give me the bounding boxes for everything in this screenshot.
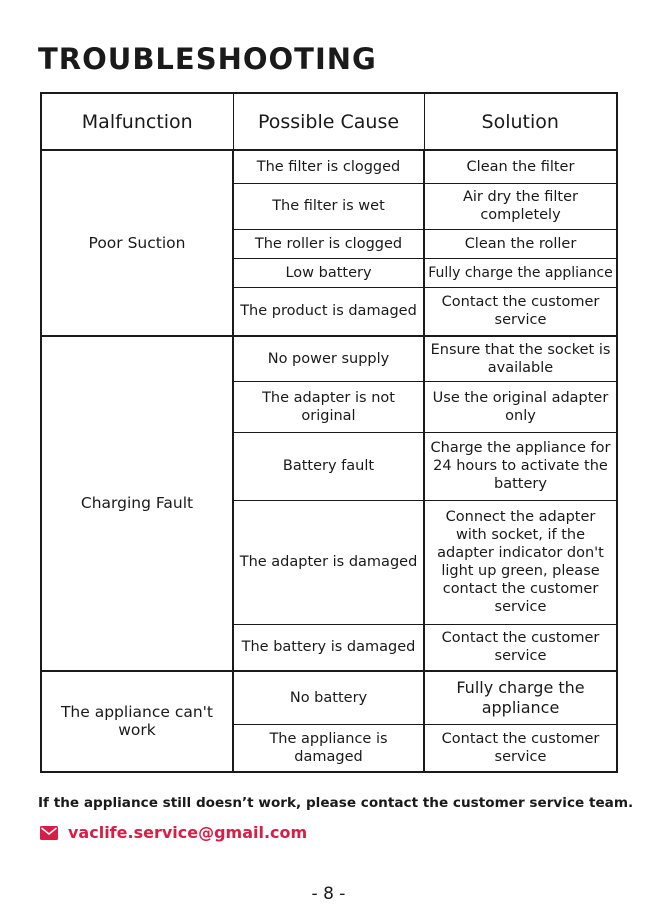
table-row <box>41 671 617 725</box>
cause-cell: The battery is damaged <box>233 624 424 670</box>
solution-cell: Fully charge the appliance <box>424 671 617 725</box>
solution-cell: Ensure that the socket is available <box>424 336 617 382</box>
page-number: - 8 - <box>311 884 346 904</box>
solution-cell: Contact the customer service <box>424 624 617 670</box>
cause-cell: The product is damaged <box>233 287 424 335</box>
cause-cell: No battery <box>233 671 424 725</box>
contact-line <box>40 823 307 842</box>
contact-email-link[interactable]: vaclife.service@gmail.com <box>68 823 308 842</box>
table-row <box>41 336 617 382</box>
header-possible-cause: Possible Cause <box>233 93 424 150</box>
troubleshooting-table <box>40 92 618 773</box>
malfunction-cell: Charging Fault <box>41 336 233 671</box>
envelope-icon <box>40 826 58 840</box>
cause-cell: Low battery <box>233 258 424 287</box>
cause-cell: No power supply <box>233 336 424 382</box>
customer-service-note: If the appliance still doesn’t work, please contact the customer service team. <box>38 795 634 811</box>
header-malfunction: Malfunction <box>41 93 233 150</box>
solution-cell: Connect the adapter with socket, if the adapter indicator don't light up green, please contact the customer service <box>424 500 617 624</box>
solution-cell: Clean the roller <box>424 229 617 258</box>
cause-cell: The adapter is damaged <box>233 500 424 624</box>
table-header-row <box>41 93 617 150</box>
solution-cell: Air dry the filter completely <box>424 183 617 229</box>
cause-cell: The appliance is damaged <box>233 725 424 772</box>
troubleshooting-table-container <box>40 92 616 773</box>
solution-cell: Contact the customer service <box>424 725 617 772</box>
cause-cell: The filter is wet <box>233 183 424 229</box>
table-row <box>41 150 617 183</box>
solution-cell: Contact the customer service <box>424 287 617 335</box>
header-solution: Solution <box>424 93 617 150</box>
cause-cell: The filter is clogged <box>233 150 424 183</box>
cause-cell: Battery fault <box>233 433 424 500</box>
malfunction-cell: Poor Suction <box>41 150 233 336</box>
solution-cell: Charge the appliance for 24 hours to activate the battery <box>424 433 617 500</box>
solution-cell: Clean the filter <box>424 150 617 183</box>
page-title: TROUBLESHOOTING <box>38 42 377 76</box>
solution-cell: Use the original adapter only <box>424 382 617 433</box>
solution-cell: Fully charge the appliance <box>424 258 617 287</box>
cause-cell: The adapter is not original <box>233 382 424 433</box>
malfunction-cell: The appliance can't work <box>41 671 233 772</box>
cause-cell: The roller is clogged <box>233 229 424 258</box>
